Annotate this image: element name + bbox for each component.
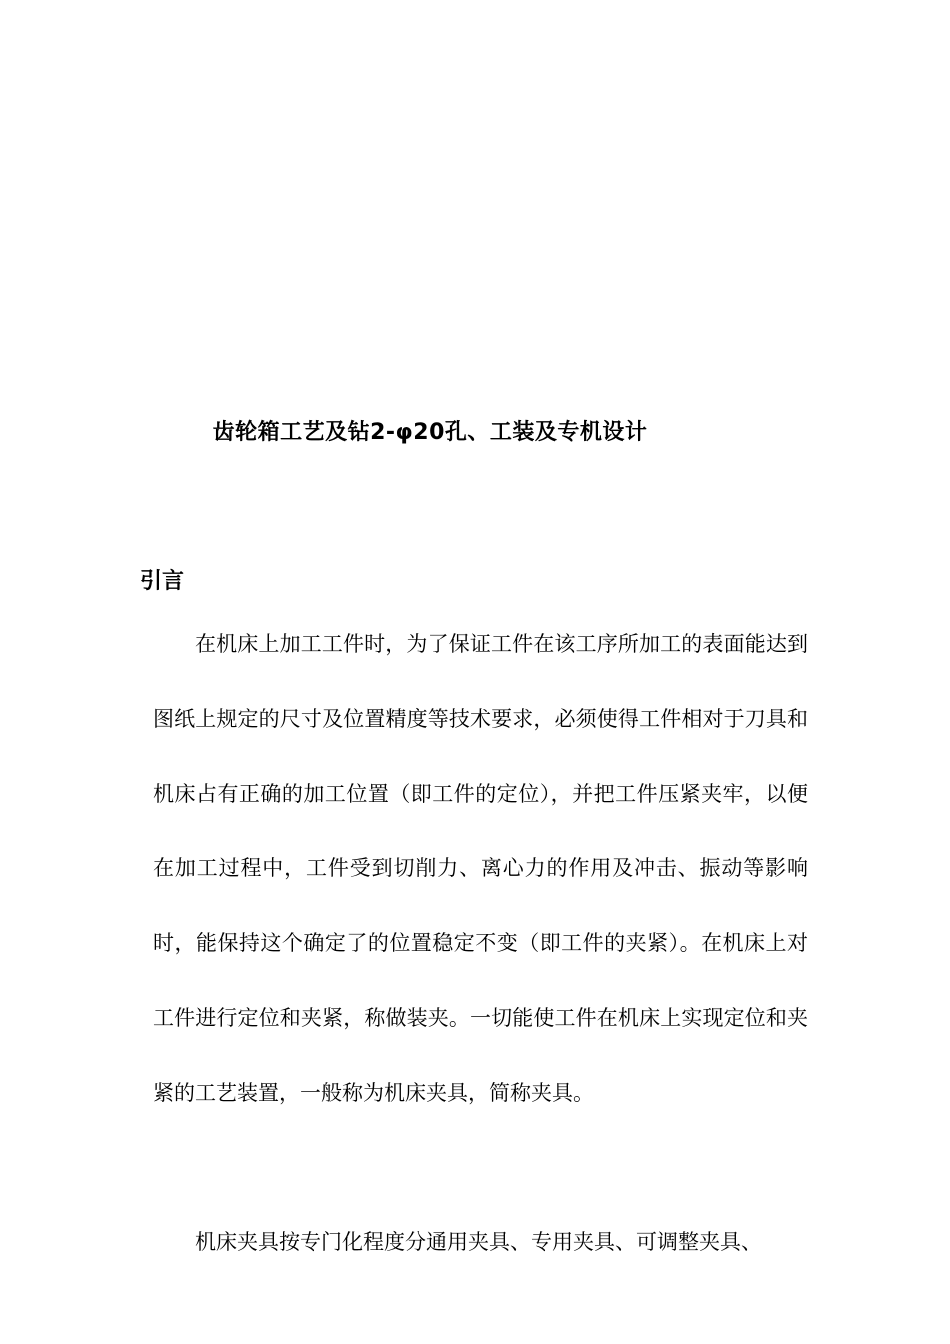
document-title: 齿轮箱工艺及钻2-φ20孔、工装及专机设计 [212, 420, 648, 445]
paragraph-1: 在机床上加工工件时，为了保证工件在该工序所加工的表面能达到图纸上规定的尺寸及位置精度等技术要求，必须使得工件相对于刀具和机床占有正确的加工位置（即工件的定位），并把工件压紧夹牢，以便在加工过程中，工件受到切削力、离心力的作用及冲击、振动等影响时，能保持这个确定了的位置稳定不变（即工件的夹紧）。在机床上对工件进行定位和夹紧，称做装夹。一切能使工件在机床上实现定位和夹紧的工艺装置，一般称为机床夹具，简称夹具。 [153, 632, 808, 1105]
paragraph-2: 机床夹具按专门化程度分通用夹具、专用夹具、可调整夹具、 [195, 1230, 762, 1254]
section-heading-introduction: 引言 [140, 569, 185, 594]
